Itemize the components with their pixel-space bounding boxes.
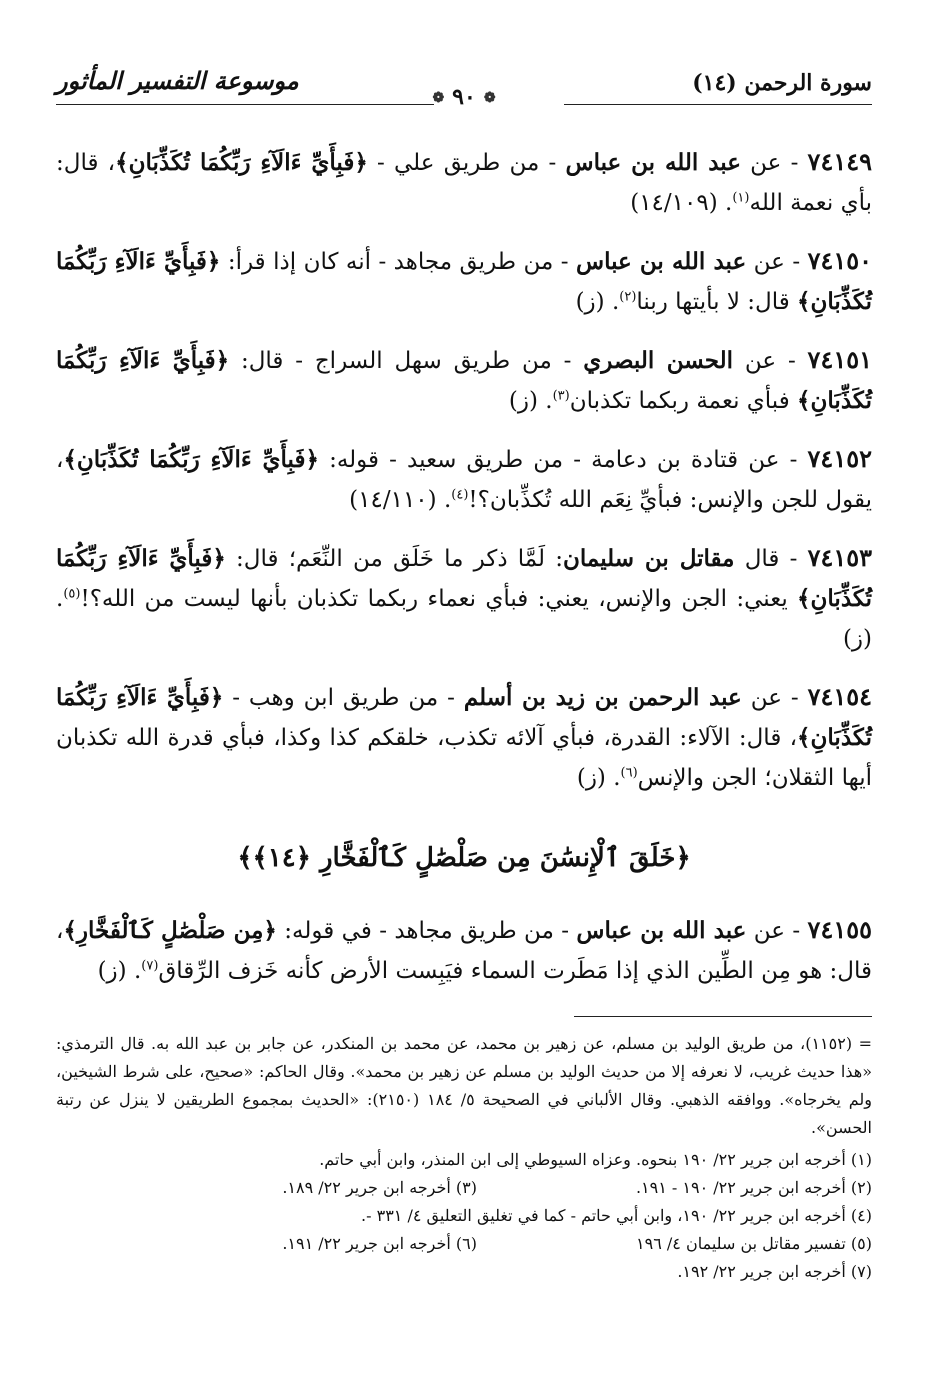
ornament-icon: ❁: [432, 90, 445, 106]
quran-quote: ﴿فَبِأَيِّ ءَالَآءِ رَبِّكُمَا تُكَذِّبَانِ﴾: [63, 446, 319, 473]
footnote-ref: (١): [732, 190, 750, 206]
narrator-name: عبد الله بن عباس: [565, 149, 741, 176]
footnote: (٤) أخرجه ابن جرير ٢٢/ ١٩٠، وابن أبي حاتم - كما في تغليق التعليق ٤/ ٣٣١ -.: [361, 1206, 872, 1225]
quran-quote: ﴿فَبِأَيِّ ءَالَآءِ رَبِّكُمَا تُكَذِّبَانِ﴾: [56, 684, 872, 751]
footnote-ref: (٧): [141, 958, 159, 974]
narrator-name: الحسن البصري: [583, 347, 734, 374]
surah-title: سورة الرحمن (١٤): [692, 70, 872, 96]
footnote-row: [56, 1174, 872, 1202]
footnote: (٥) تفسير مقاتل بن سليمان ٤/ ١٩٦: [636, 1234, 872, 1253]
entry: ٧٤١٥١ - عن الحسن البصري - من طريق سهل السراج - قال: ﴿فَبِأَيِّ ءَالَآءِ رَبِّكُمَا تُكَذِّبَانِ﴾ فبأي نعمة ربكما تكذبان$^{(٣)}$. (ز): [56, 345, 872, 414]
book-title: موسوعة التفسير المأثور: [56, 66, 299, 95]
entry: ٧٤١٥٥ - عن عبد الله بن عباس - من طريق مجاهد - في قوله: ﴿مِن صَلْصَٰلٍ كَٱلْفَخَّارِ﴾، قال: هو مِن الطِّين الذي إذا مَطَرت السماء فيَبِست الأرض كأنه خَزف الرِّقاق$^{(٧)}$. (ز): [56, 915, 872, 984]
footnote: (٧) أخرجه ابن جرير ٢٢/ ١٩٢.: [677, 1262, 872, 1281]
footnote: (٣) أخرجه ابن جرير ٢٢/ ١٨٩.: [282, 1178, 477, 1197]
quran-quote: ﴿فَبِأَيِّ ءَالَآءِ رَبِّكُمَا تُكَذِّبَانِ﴾: [115, 149, 368, 176]
entry-number: ٧٤١٤٩: [807, 147, 872, 176]
narrator-name: عبد الله بن عباس: [576, 917, 747, 944]
entry-number: ٧٤١٥٢: [807, 444, 872, 473]
verse-heading: ﴿خَلَقَ ٱلْإِنسَٰنَ مِن صَلْصَٰلٍ كَٱلْفَخَّارِ ﴿١٤﴾﴾: [237, 843, 691, 873]
quran-quote: ﴿مِن صَلْصَٰلٍ كَٱلْفَخَّارِ﴾: [63, 917, 277, 944]
footnotes: [56, 1030, 872, 1286]
footnote: (٢) أخرجه ابن جرير ٢٢/ ١٩٠ - ١٩١.: [635, 1178, 872, 1197]
entry: ٧٤١٥٠ - عن عبد الله بن عباس - من طريق مجاهد - أنه كان إذا قرأ: ﴿فَبِأَيِّ ءَالَآءِ رَبِّكُمَا تُكَذِّبَانِ﴾ قال: لا بأيتها ربنا$^{(٢)}$. (ز): [56, 246, 873, 315]
footnote: (٦) أخرجه ابن جرير ٢٢/ ١٩١.: [282, 1234, 477, 1253]
narrator-name: مقاتل بن سليمان: [563, 545, 735, 572]
entry-number: ٧٤١٥٥: [807, 915, 872, 944]
entry: ٧٤١٥٢ - عن قتادة بن دعامة - من طريق سعيد - قوله: ﴿فَبِأَيِّ ءَالَآءِ رَبِّكُمَا تُكَذِّبَانِ﴾، يقول للجن والإنس: فبأيِّ نِعَم الله تُكذِّبان؟!$^{(٤)}$. (١٤/١١٠): [56, 444, 872, 513]
quran-quote: ﴿فَبِأَيِّ ءَالَآءِ رَبِّكُمَا تُكَذِّبَانِ﴾: [56, 248, 872, 315]
main-text: [56, 142, 872, 1009]
entry: ٧٤١٤٩ - عن عبد الله بن عباس - من طريق علي - ﴿فَبِأَيِّ ءَالَآءِ رَبِّكُمَا تُكَذِّبَانِ﴾، قال: بأي نعمة الله$^{(١)}$. (١٤/١٠٩): [56, 147, 872, 216]
entry: ٧٤١٥٣ - قال مقاتل بن سليمان: لَمَّا ذكر ما خَلَق من النِّعَم؛ قال: ﴿فَبِأَيِّ ءَالَآءِ رَبِّكُمَا تُكَذِّبَانِ﴾ يعني: الجن والإنس، يعني: فبأي نعماء ربكما تكذبان بأنها ليست من الله؟!$^{(٥)}$. (ز): [56, 543, 873, 652]
entry-number: ٧٤١٥٠: [807, 246, 873, 275]
footnote-divider: [574, 1016, 872, 1017]
quran-quote: ﴿فَبِأَيِّ ءَالَآءِ رَبِّكُمَا تُكَذِّبَانِ﴾: [56, 545, 872, 612]
entry: ٧٤١٥٤ - عن عبد الرحمن بن زيد بن أسلم - من طريق ابن وهب - ﴿فَبِأَيِّ ءَالَآءِ رَبِّكُمَا تُكَذِّبَانِ﴾، قال: الآلاء: القدرة، فبأي آلائه تكذب، خلقكم كذا وكذا، فبأي قدرة الله تكذبان أيها الثقلان؛ الجن والإنس$^{(٦)}$. (ز): [56, 682, 873, 791]
footnote-ref: (٢): [619, 289, 637, 305]
narrator-name: عبد الرحمن بن زيد بن أسلم: [463, 684, 742, 711]
footnote-ref: (٤): [451, 487, 469, 503]
narrator-name: عبد الله بن عباس: [576, 248, 747, 275]
footnote: (١) أخرجه ابن جرير ٢٢/ ١٩٠ بنحوه. وعزاه السيوطي إلى ابن المنذر، وابن أبي حاتم.: [319, 1150, 872, 1169]
footnote-ref: (٣): [552, 388, 570, 404]
footnote-row: [56, 1230, 872, 1258]
footnote-continuation: = (١١٥٢)، من طريق الوليد بن مسلم، عن زهير بن محمد، عن محمد بن المنكدر، عن جابر بن عبد الله به. قال الترمذي: «هذا حديث غريب، لا نعرفه إلا من حديث الوليد بن مسلم عن زهير بن محمد». وقال الحاكم: «صحيح، على شرط الشيخين، ولم يخرجاه». ووافقه الذهبي. وقال الألباني في الصحيحة ٥/ ١٨٤ (٢١٥٠): «الحديث بمجموع الطريقين لا ينزل عن رتبة الحسن».: [56, 1034, 873, 1137]
entry-number: ٧٤١٥١: [807, 345, 872, 374]
page-number-wrap: [56, 84, 872, 110]
entry-number: ٧٤١٥٣: [807, 543, 873, 572]
quran-quote: ﴿فَبِأَيِّ ءَالَآءِ رَبِّكُمَا تُكَذِّبَانِ﴾: [56, 347, 872, 414]
page-header: [56, 62, 872, 108]
page-number: ٩٠: [452, 84, 476, 110]
ornament-icon: ❁: [483, 90, 496, 106]
footnote-ref: (٦): [620, 765, 638, 781]
entry-number: ٧٤١٥٤: [807, 682, 873, 711]
footnote-ref: (٥): [63, 586, 81, 602]
